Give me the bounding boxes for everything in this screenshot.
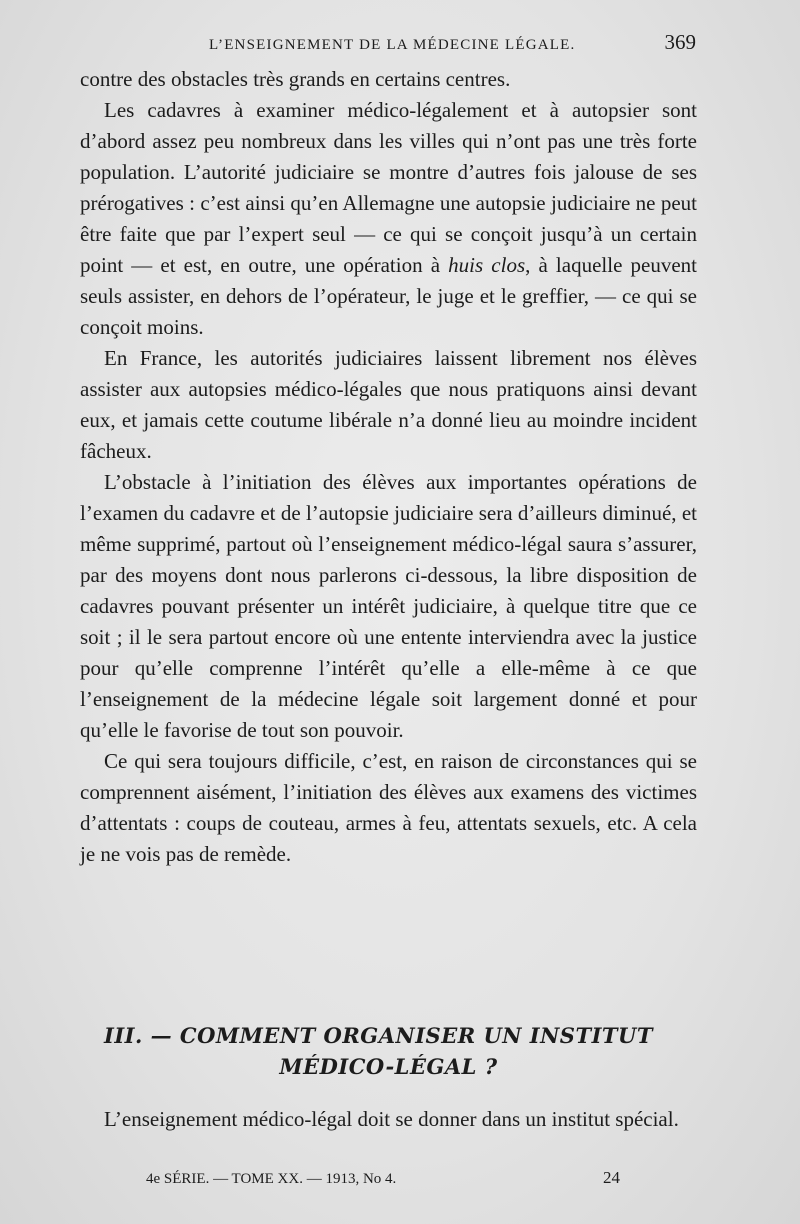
paragraph-continuation: contre des obstacles très grands en certains centres.	[80, 67, 511, 91]
section-heading	[80, 1020, 697, 1082]
signature-mark: 24	[603, 1168, 620, 1187]
footer-citation: 4e SÉRIE. — TOME XX. — 1913, No 4.	[146, 1171, 397, 1187]
paragraph-france: En France, les autorités judiciaires laissent librement nos élèves assister aux autopsies médico-légales que nous pratiquons ainsi devant eux, et jamais cette coutume libérale n’a donné lieu au moindre incident fâcheux.	[80, 346, 697, 463]
section-heading-line-2: MÉDICO-LÉGAL ?	[279, 1054, 498, 1079]
paragraph-institut: L’enseignement médico-légal doit se donner dans un institut spécial.	[104, 1107, 679, 1131]
paragraph-text: Les cadavres à examiner médico-légalement et à autopsier sont d’abord assez peu nombreux dans les villes qui n’ont pas une très forte population. L’autorité judiciaire se montre d’autres fois jalouse de ses prérogatives : c’est ainsi qu’en Allemagne une autopsie judiciaire ne peut être faite que par l’expert seul — ce qui se conçoit jusqu’à un certain point — et est, en outre, une opération à	[80, 98, 697, 277]
page-number: 369	[664, 30, 696, 54]
paragraph-difficile: Ce qui sera toujours difficile, c’est, en raison de circonstances qui se comprennent aisément, l’initiation des élèves aux examens des victimes d’attentats : coups de couteau, armes à feu, attentats sexuels, etc. A cela je ne vois pas de remède.	[80, 749, 697, 866]
paragraph-cadavres	[80, 95, 697, 343]
paragraph-text-after: , à laquelle peuvent seuls assister, en dehors de l’opérateur, le juge et le greffier, — ce qui se conçoit moins.	[80, 253, 697, 339]
footer	[146, 1168, 620, 1188]
running-title: L’ENSEIGNEMENT DE LA MÉDECINE LÉGALE.	[209, 37, 576, 53]
paragraph-obstacle: L’obstacle à l’initiation des élèves aux importantes opérations de l’examen du cadavre et de l’autopsie judiciaire sera d’ailleurs diminué, et même supprimé, partout où l’enseignement médico-légal saura s’assurer, par des moyens dont nous parlerons ci-dessous, la libre disposition de cadavres pouvant présenter un intérêt judiciaire, à quelque titre que ce soit ; il le sera partout encore où une entente interviendra avec la justice pour qu’elle comprenne l’intérêt qu’elle a elle-même à ce que l’enseignement de la médecine légale soit largement donné et pour qu’elle le favorise de tout son pouvoir.	[80, 470, 697, 742]
running-head	[80, 30, 696, 64]
italic-phrase: huis clos	[448, 253, 526, 277]
section-heading-line-1: III. — COMMENT ORGANISER UN INSTITUT	[104, 1023, 653, 1048]
body-text	[80, 64, 697, 870]
section-body	[80, 1104, 697, 1135]
